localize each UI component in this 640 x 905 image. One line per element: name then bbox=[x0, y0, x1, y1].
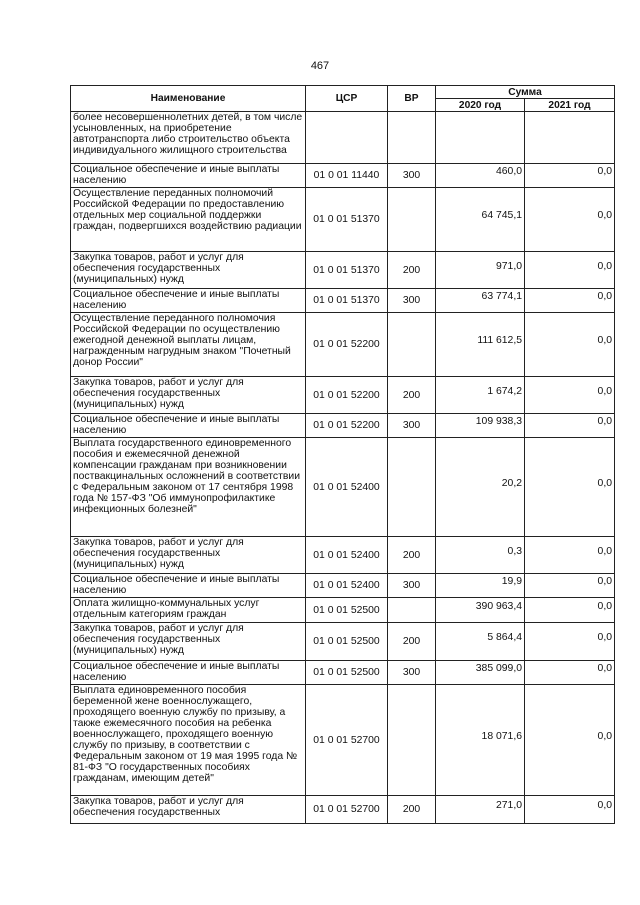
row-name-text: Закупка товаров, работ и услуг для обеспечения государственных (муниципальных) нужд bbox=[73, 623, 244, 656]
row-csr-text: 01 0 01 52400 bbox=[313, 580, 380, 591]
row-vr bbox=[388, 661, 436, 685]
row-vr-text: 300 bbox=[402, 295, 421, 306]
row-name bbox=[71, 438, 306, 537]
row-name bbox=[71, 414, 306, 438]
row-sum-2021 bbox=[525, 796, 615, 824]
row-sum-2020 bbox=[436, 537, 525, 574]
row-csr bbox=[306, 188, 388, 252]
table-header bbox=[71, 86, 615, 112]
row-name-text: Социальное обеспечение и иные выплаты населению bbox=[73, 164, 280, 186]
row-sum-2020-text: 20,2 bbox=[501, 477, 522, 489]
row-name bbox=[71, 598, 306, 623]
row-sum-2020 bbox=[436, 289, 525, 313]
row-sum-2021-text: 0,0 bbox=[597, 545, 612, 557]
row-csr-text: 01 0 01 11440 bbox=[313, 170, 380, 181]
row-csr bbox=[306, 685, 388, 796]
header-sum: Сумма bbox=[436, 86, 615, 99]
row-sum-2021-text: 0,0 bbox=[597, 600, 612, 612]
table-row bbox=[71, 685, 615, 796]
row-name-text: Закупка товаров, работ и услуг для обеспечения государственных (муниципальных) нужд bbox=[73, 377, 244, 410]
row-name bbox=[71, 313, 306, 377]
table-row bbox=[71, 414, 615, 438]
table-row bbox=[71, 377, 615, 414]
row-sum-2020-text: 63 774,1 bbox=[481, 291, 522, 302]
row-sum-2020-text: 390 963,4 bbox=[475, 600, 522, 612]
table-row bbox=[71, 537, 615, 574]
row-csr bbox=[306, 574, 388, 598]
row-vr bbox=[388, 377, 436, 414]
row-csr bbox=[306, 537, 388, 574]
row-csr-text: 01 0 01 52200 bbox=[313, 339, 380, 350]
row-name-text: Осуществление переданных полномочий Российской Федерации по предоставлению отдельных мер социальной поддержки граждан, подвергшихся воздействию радиации bbox=[73, 188, 302, 232]
row-name bbox=[71, 252, 306, 289]
row-csr-text: 01 0 01 52500 bbox=[313, 667, 380, 678]
table-row bbox=[71, 796, 615, 824]
row-sum-2020 bbox=[436, 796, 525, 824]
row-sum-2021 bbox=[525, 574, 615, 598]
row-csr bbox=[306, 623, 388, 661]
row-sum-2020 bbox=[436, 685, 525, 796]
table-row bbox=[71, 112, 615, 164]
row-sum-2021 bbox=[525, 438, 615, 537]
header-2021: 2021 год bbox=[525, 99, 615, 112]
row-csr-text: 01 0 01 51370 bbox=[313, 214, 380, 225]
row-sum-2021-text: 0,0 bbox=[597, 800, 612, 811]
row-vr bbox=[388, 685, 436, 796]
row-name-text: Закупка товаров, работ и услуг для обеспечения государственных (муниципальных) нужд bbox=[73, 252, 244, 285]
row-vr-text: 200 bbox=[402, 264, 421, 276]
row-vr-text: 200 bbox=[402, 389, 421, 401]
row-csr-text: 01 0 01 52700 bbox=[313, 804, 380, 815]
row-sum-2020-text: 5 864,4 bbox=[487, 632, 522, 643]
row-name-text: Социальное обеспечение и иные выплаты населению bbox=[73, 414, 280, 436]
row-name bbox=[71, 188, 306, 252]
row-sum-2020 bbox=[436, 252, 525, 289]
row-vr-text: 300 bbox=[402, 580, 421, 591]
row-sum-2020-text: 0,3 bbox=[507, 545, 522, 557]
row-csr-text: 01 0 01 52200 bbox=[313, 420, 380, 431]
row-sum-2020-text: 971,0 bbox=[495, 260, 522, 272]
row-vr bbox=[388, 537, 436, 574]
row-csr-text: 01 0 01 52200 bbox=[313, 389, 380, 401]
row-vr bbox=[388, 414, 436, 438]
row-sum-2021-text: 0,0 bbox=[597, 166, 612, 177]
row-sum-2020 bbox=[436, 661, 525, 685]
row-sum-2021 bbox=[525, 537, 615, 574]
row-name-text: Социальное обеспечение и иные выплаты населению bbox=[73, 574, 280, 596]
row-sum-2020-text: 1 674,2 bbox=[487, 385, 522, 397]
row-sum-2021-text: 0,0 bbox=[597, 291, 612, 302]
table-row bbox=[71, 289, 615, 313]
row-sum-2020 bbox=[436, 438, 525, 537]
row-name-text: Социальное обеспечение и иные выплаты населению bbox=[73, 289, 280, 311]
row-sum-2021 bbox=[525, 661, 615, 685]
row-csr-text: 01 0 01 52500 bbox=[313, 604, 380, 616]
budget-table bbox=[70, 85, 615, 824]
row-vr bbox=[388, 574, 436, 598]
row-name-text: Выплата единовременного пособия беременной жене военнослужащего, проходящего военную службу по призыву, а также ежемесячного пособия на ребенка военнослужащего, проходящего военную службу по призыву, в соответствии с Федеральным законом от 19 мая 1995 года № 81-ФЗ "О государственных пособиях гражданам, имеющим детей" bbox=[73, 685, 298, 784]
row-vr bbox=[388, 598, 436, 623]
row-vr-text: 300 bbox=[402, 667, 421, 678]
row-csr bbox=[306, 164, 388, 188]
row-sum-2021 bbox=[525, 188, 615, 252]
row-sum-2021 bbox=[525, 377, 615, 414]
row-sum-2021 bbox=[525, 289, 615, 313]
row-sum-2020-text: 271,0 bbox=[495, 800, 522, 811]
row-csr bbox=[306, 377, 388, 414]
table-row bbox=[71, 661, 615, 685]
row-sum-2020 bbox=[436, 414, 525, 438]
row-sum-2021-text: 0,0 bbox=[597, 663, 612, 674]
row-sum-2020 bbox=[436, 574, 525, 598]
page-number: 467 bbox=[310, 60, 330, 72]
row-csr-text: 01 0 01 52400 bbox=[313, 549, 380, 561]
row-sum-2021-text: 0,0 bbox=[597, 210, 612, 221]
row-sum-2020 bbox=[436, 623, 525, 661]
row-sum-2020 bbox=[436, 188, 525, 252]
row-sum-2020 bbox=[436, 598, 525, 623]
row-sum-2020 bbox=[436, 112, 525, 164]
row-csr bbox=[306, 796, 388, 824]
row-name bbox=[71, 537, 306, 574]
row-csr-text: 01 0 01 52500 bbox=[313, 636, 380, 647]
row-name-text: более несовершеннолетних детей, в том числе усыновленных, на приобретение автотранспорта либо строительство объекта индивидуального жилищного строительства bbox=[73, 112, 303, 156]
table-body bbox=[71, 112, 615, 824]
row-sum-2020-text: 111 612,5 bbox=[477, 335, 522, 346]
row-name bbox=[71, 623, 306, 661]
header-2020: 2020 год bbox=[436, 99, 525, 112]
header-name: Наименование bbox=[71, 86, 306, 112]
row-name bbox=[71, 685, 306, 796]
row-sum-2020-text: 385 099,0 bbox=[475, 663, 522, 674]
row-vr bbox=[388, 623, 436, 661]
row-csr bbox=[306, 289, 388, 313]
row-vr bbox=[388, 112, 436, 164]
row-name-text: Социальное обеспечение и иные выплаты населению bbox=[73, 661, 280, 683]
table-row bbox=[71, 188, 615, 252]
row-vr bbox=[388, 438, 436, 537]
row-csr bbox=[306, 313, 388, 377]
table-row bbox=[71, 313, 615, 377]
row-csr bbox=[306, 661, 388, 685]
row-sum-2020 bbox=[436, 313, 525, 377]
row-vr-text: 300 bbox=[402, 420, 421, 431]
row-name-text: Выплата государственного единовременного пособия и ежемесячной денежной компенсации гражданам при возникновении поствакцинальных осложнений в соответствии с Федеральным законом от 17 сентября 1998 года № 157-ФЗ "Об иммунопрофилактике инфекционных болезней" bbox=[73, 438, 301, 515]
row-sum-2021-text: 0,0 bbox=[597, 335, 612, 346]
row-name bbox=[71, 164, 306, 188]
row-sum-2021-text: 0,0 bbox=[597, 632, 612, 643]
row-sum-2021 bbox=[525, 164, 615, 188]
row-vr bbox=[388, 164, 436, 188]
row-sum-2021 bbox=[525, 414, 615, 438]
row-csr-text: 01 0 01 51370 bbox=[313, 264, 380, 276]
row-csr bbox=[306, 598, 388, 623]
header-vr: ВР bbox=[388, 86, 436, 112]
row-sum-2021 bbox=[525, 112, 615, 164]
row-vr bbox=[388, 796, 436, 824]
row-name bbox=[71, 112, 306, 164]
row-vr-text: 200 bbox=[402, 636, 421, 647]
row-vr-text: 200 bbox=[402, 804, 421, 815]
row-csr bbox=[306, 252, 388, 289]
row-csr bbox=[306, 438, 388, 537]
row-name-text: Осуществление переданного полномочия Российской Федерации по осуществлению ежегодной денежной выплаты лицам, награжденным нагрудным знаком "Почетный донор России" bbox=[73, 313, 291, 368]
row-vr bbox=[388, 289, 436, 313]
row-sum-2021-text: 0,0 bbox=[597, 730, 612, 742]
row-csr-text: 01 0 01 52400 bbox=[313, 481, 380, 493]
table-row bbox=[71, 164, 615, 188]
row-name bbox=[71, 661, 306, 685]
row-csr-text: 01 0 01 52700 bbox=[313, 734, 380, 746]
row-sum-2020 bbox=[436, 164, 525, 188]
row-sum-2021-text: 0,0 bbox=[597, 477, 612, 489]
table-row bbox=[71, 574, 615, 598]
row-vr-text: 200 bbox=[402, 549, 421, 561]
row-vr-text: 300 bbox=[402, 170, 421, 181]
row-sum-2021-text: 0,0 bbox=[597, 576, 612, 587]
table-row bbox=[71, 252, 615, 289]
row-sum-2021 bbox=[525, 252, 615, 289]
row-sum-2021 bbox=[525, 623, 615, 661]
row-name-text: Закупка товаров, работ и услуг для обеспечения государственных bbox=[73, 796, 244, 818]
table-row bbox=[71, 598, 615, 623]
row-sum-2020-text: 19,9 bbox=[501, 576, 522, 587]
row-vr bbox=[388, 188, 436, 252]
row-sum-2020-text: 64 745,1 bbox=[481, 210, 522, 221]
row-sum-2021-text: 0,0 bbox=[597, 385, 612, 397]
row-sum-2021 bbox=[525, 598, 615, 623]
row-sum-2021-text: 0,0 bbox=[597, 260, 612, 272]
table-row bbox=[71, 623, 615, 661]
row-csr bbox=[306, 112, 388, 164]
row-vr bbox=[388, 252, 436, 289]
row-csr bbox=[306, 414, 388, 438]
row-vr bbox=[388, 313, 436, 377]
row-name bbox=[71, 377, 306, 414]
table-row bbox=[71, 438, 615, 537]
row-name bbox=[71, 796, 306, 824]
row-name bbox=[71, 574, 306, 598]
row-csr-text: 01 0 01 51370 bbox=[313, 295, 380, 306]
header-csr: ЦСР bbox=[306, 86, 388, 112]
row-sum-2020 bbox=[436, 377, 525, 414]
row-sum-2021-text: 0,0 bbox=[597, 416, 612, 427]
row-sum-2020-text: 109 938,3 bbox=[475, 416, 522, 427]
row-name-text: Оплата жилищно-коммунальных услуг отдельным категориям граждан bbox=[73, 598, 260, 620]
row-sum-2020-text: 460,0 bbox=[495, 166, 522, 177]
row-sum-2020-text: 18 071,6 bbox=[481, 730, 522, 742]
row-name-text: Закупка товаров, работ и услуг для обеспечения государственных (муниципальных) нужд bbox=[73, 537, 244, 570]
row-sum-2021 bbox=[525, 685, 615, 796]
row-name bbox=[71, 289, 306, 313]
row-sum-2021 bbox=[525, 313, 615, 377]
